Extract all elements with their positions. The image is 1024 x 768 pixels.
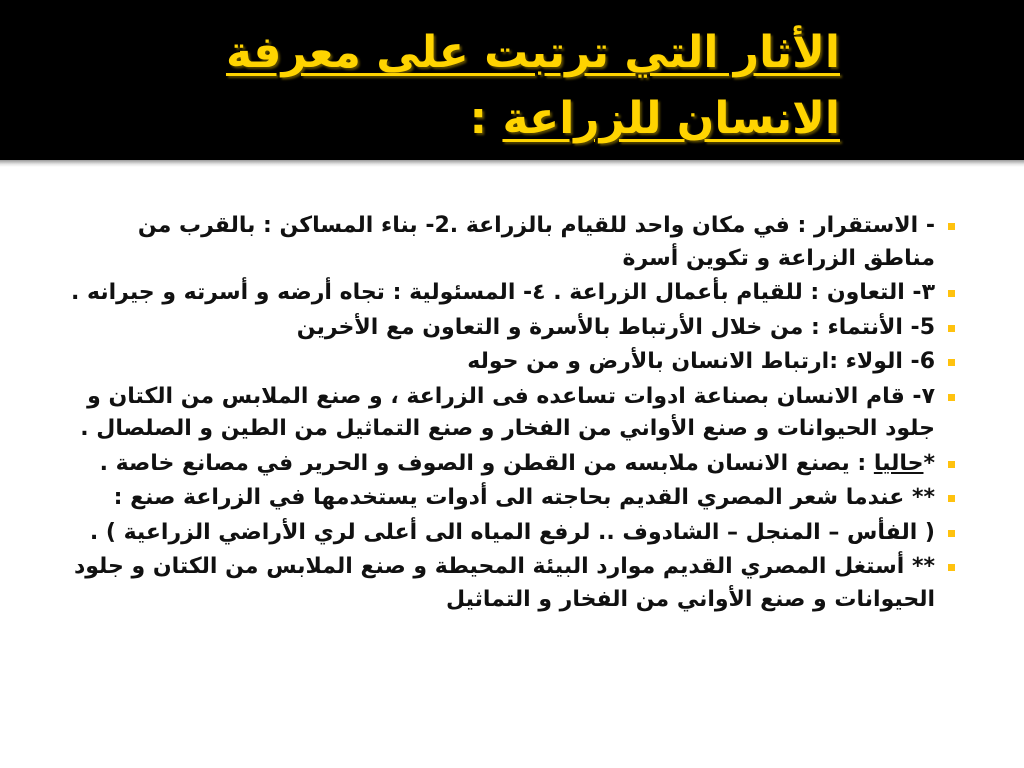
square-bullet-icon (948, 564, 955, 571)
header-divider (0, 160, 1024, 167)
bullet-item (70, 277, 960, 310)
bullet-text: 6- الولاء :ارتباط الانسان بالأرض و من حوله (467, 349, 935, 374)
bullet-text: ** عندما شعر المصري القديم بحاجته الى أدوات يستخدمها في الزراعة صنع : (113, 485, 935, 510)
square-bullet-icon (948, 359, 955, 366)
bullet-item (70, 312, 960, 345)
square-bullet-icon (948, 495, 955, 502)
bullet-item (70, 551, 960, 616)
bullet-text: ** أستغل المصري القديم موارد البيئة المحيطة و صنع الملابس من الكتان و جلود الحيوانات و صنع الأواني من الفخار و التماثيل (73, 554, 935, 612)
bullet-item (70, 210, 960, 275)
bullet-item (70, 482, 960, 515)
title-line-2: الانسان للزراعة (502, 93, 840, 144)
square-bullet-icon (948, 223, 955, 230)
bullet-text: - الاستقرار : في مكان واحد للقيام بالزراعة .2- بناء المساكن : بالقرب من مناطق الزراعة و تكوين أسرة (137, 213, 935, 271)
bullet-text: : يصنع الانسان ملابسه من القطن و الصوف و الحرير في مصانع خاصة . (99, 450, 874, 476)
bullet-prefix: * (923, 450, 935, 476)
bullet-item (70, 346, 960, 379)
bullet-item (70, 448, 960, 481)
bullet-text: ٣- التعاون : للقيام بأعمال الزراعة . ٤- المسئولية : تجاه أرضه و أسرته و جيرانه . (70, 280, 935, 305)
bullet-item (70, 381, 960, 446)
bullet-item (70, 517, 960, 550)
bullet-list (70, 210, 960, 768)
slide-header (0, 0, 1024, 160)
square-bullet-icon (948, 394, 955, 401)
square-bullet-icon (948, 325, 955, 332)
title-line-1: الأثار التي ترتبت على معرفة (225, 27, 840, 78)
bullet-text: 5- الأنتماء : من خلال الأرتباط بالأسرة و التعاون مع الأخرين (296, 314, 935, 340)
square-bullet-icon (948, 530, 955, 537)
title-colon: : (469, 93, 488, 144)
square-bullet-icon (948, 290, 955, 297)
square-bullet-icon (948, 461, 955, 468)
bullet-text: ٧- قام الانسان بصناعة ادوات تساعده فى الزراعة ، و صنع الملابس من الكتان و جلود الحيوانات و صنع الأواني من الفخار و صنع التماثيل من الطين و الصلصال . (80, 383, 935, 441)
bullet-text: ( الفأس – المنجل – الشادوف .. لرفع المياه الى أعلى لري الأراضي الزراعية ) . (89, 519, 935, 545)
bullet-underlined-word: حاليا (873, 450, 924, 476)
slide-title (60, 20, 840, 152)
